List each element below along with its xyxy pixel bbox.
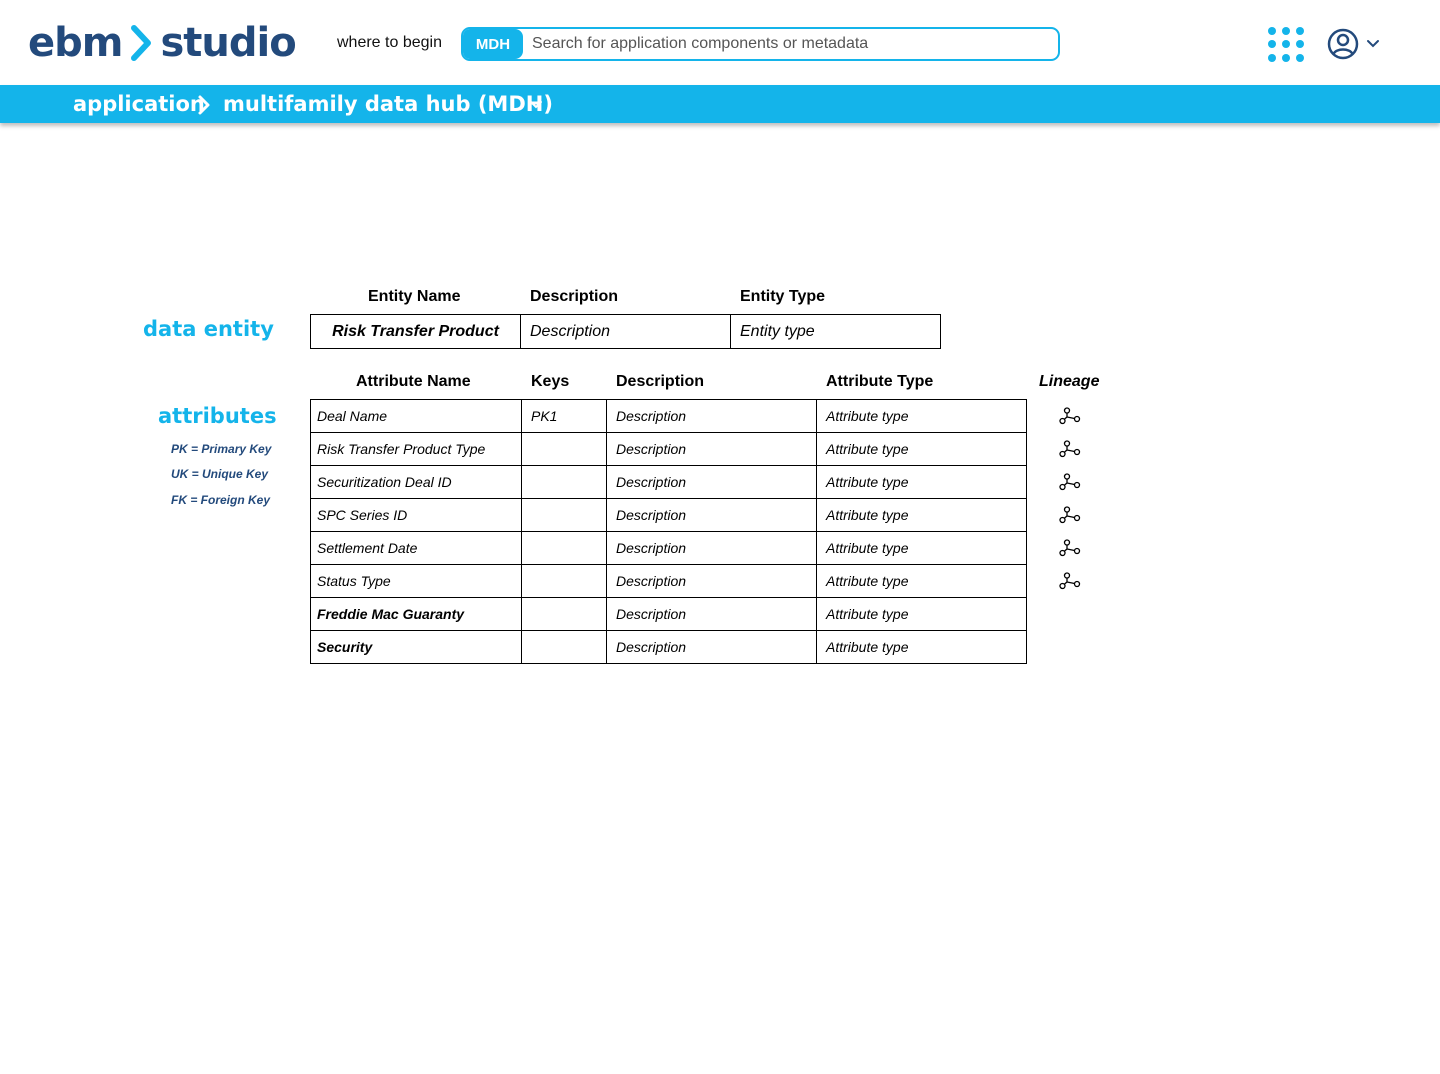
attribute-keys-cell[interactable] <box>522 466 607 499</box>
attribute-description-cell[interactable]: Description <box>607 433 817 466</box>
attribute-description-cell[interactable]: Description <box>607 565 817 598</box>
attribute-keys-cell[interactable] <box>522 598 607 631</box>
attribute-description-cell[interactable]: Description <box>607 532 817 565</box>
entity-name-cell[interactable]: Risk Transfer Product <box>311 315 521 349</box>
attribute-description-cell[interactable]: Description <box>607 400 817 433</box>
attribute-keys-cell[interactable] <box>522 565 607 598</box>
table-row[interactable] <box>311 598 1027 631</box>
breadcrumb-application[interactable]: application <box>73 92 205 116</box>
attribute-type-cell[interactable]: Attribute type <box>817 466 1027 499</box>
attribute-name-cell[interactable]: Risk Transfer Product Type <box>311 433 522 466</box>
logo-studio-text: studio <box>160 20 296 66</box>
attribute-name-cell[interactable]: Deal Name <box>311 400 522 433</box>
user-account-icon <box>1326 27 1360 61</box>
table-row[interactable] <box>311 315 941 349</box>
breadcrumb <box>0 85 1440 123</box>
attribute-type-cell[interactable]: Attribute type <box>817 532 1027 565</box>
lineage-icon[interactable] <box>1059 539 1081 557</box>
hub-dropdown-chevron-icon[interactable] <box>528 98 544 112</box>
attribute-type-cell[interactable]: Attribute type <box>817 565 1027 598</box>
attribute-name-header: Attribute Name <box>356 373 471 390</box>
table-row[interactable] <box>311 466 1027 499</box>
breadcrumb-chevron-icon <box>196 94 212 116</box>
lineage-icon[interactable] <box>1059 440 1081 458</box>
entity-name-header: Entity Name <box>368 288 461 305</box>
table-row[interactable] <box>311 565 1027 598</box>
table-row[interactable] <box>311 499 1027 532</box>
user-menu[interactable] <box>1326 26 1386 62</box>
attribute-type-cell[interactable]: Attribute type <box>817 400 1027 433</box>
chevron-down-icon <box>1366 39 1380 49</box>
lineage-icon[interactable] <box>1059 473 1081 491</box>
lineage-header: Lineage <box>1039 373 1100 390</box>
search-input[interactable] <box>523 29 1058 59</box>
attribute-keys-cell[interactable] <box>522 532 607 565</box>
attribute-description-cell[interactable]: Description <box>607 598 817 631</box>
entity-description-header: Description <box>530 288 619 305</box>
attribute-name-cell[interactable]: Status Type <box>311 565 522 598</box>
attribute-name-cell[interactable]: Settlement Date <box>311 532 522 565</box>
attribute-name-cell[interactable]: Securitization Deal ID <box>311 466 522 499</box>
lineage-icon[interactable] <box>1059 407 1081 425</box>
attribute-type-cell[interactable]: Attribute type <box>817 433 1027 466</box>
legend-primary-key: PK = Primary Key <box>171 442 272 456</box>
attribute-keys-cell[interactable] <box>522 499 607 532</box>
legend-foreign-key: FK = Foreign Key <box>171 493 271 507</box>
attribute-keys-cell[interactable] <box>522 433 607 466</box>
attribute-description-cell[interactable]: Description <box>607 631 817 664</box>
attribute-keys-cell[interactable] <box>522 631 607 664</box>
attributes-title: attributes <box>158 404 277 428</box>
lineage-icon[interactable] <box>1059 572 1081 590</box>
entity-table <box>310 314 941 349</box>
attributes-table <box>310 399 1027 664</box>
breadcrumb-hub[interactable]: multifamily data hub (MDH) <box>223 92 553 116</box>
table-row[interactable] <box>311 400 1027 433</box>
entity-type-cell[interactable]: Entity type <box>731 315 941 349</box>
logo-ebm-text: ebm <box>28 20 123 66</box>
attribute-name-cell[interactable]: SPC Series ID <box>311 499 522 532</box>
keys-header: Keys <box>531 373 570 390</box>
lineage-icon[interactable] <box>1059 506 1081 524</box>
attribute-type-cell[interactable]: Attribute type <box>817 499 1027 532</box>
search-bar[interactable] <box>461 27 1060 61</box>
entity-type-header: Entity Type <box>740 288 826 305</box>
attribute-description-cell[interactable]: Description <box>607 466 817 499</box>
attribute-type-cell[interactable]: Attribute type <box>817 598 1027 631</box>
attribute-type-header: Attribute Type <box>826 373 934 390</box>
attribute-description-header: Description <box>616 373 705 390</box>
attribute-keys-cell[interactable]: PK1 <box>522 400 607 433</box>
table-row[interactable] <box>311 532 1027 565</box>
table-row[interactable] <box>311 433 1027 466</box>
attribute-name-cell[interactable]: Freddie Mac Guaranty <box>311 598 522 631</box>
attribute-type-cell[interactable]: Attribute type <box>817 631 1027 664</box>
logo-chevron-icon <box>126 18 156 68</box>
attribute-description-cell[interactable]: Description <box>607 499 817 532</box>
legend-unique-key: UK = Unique Key <box>171 467 269 481</box>
attribute-name-cell[interactable]: Security <box>311 631 522 664</box>
where-to-begin-label: where to begin <box>337 34 442 51</box>
ebm-studio-logo[interactable] <box>28 18 296 68</box>
entity-description-cell[interactable]: Description <box>521 315 731 349</box>
apps-grid-icon[interactable] <box>1268 27 1304 63</box>
table-row[interactable] <box>311 631 1027 664</box>
top-header <box>0 0 1440 85</box>
data-entity-title: data entity <box>143 317 274 341</box>
search-scope-tag[interactable]: MDH <box>463 29 523 59</box>
